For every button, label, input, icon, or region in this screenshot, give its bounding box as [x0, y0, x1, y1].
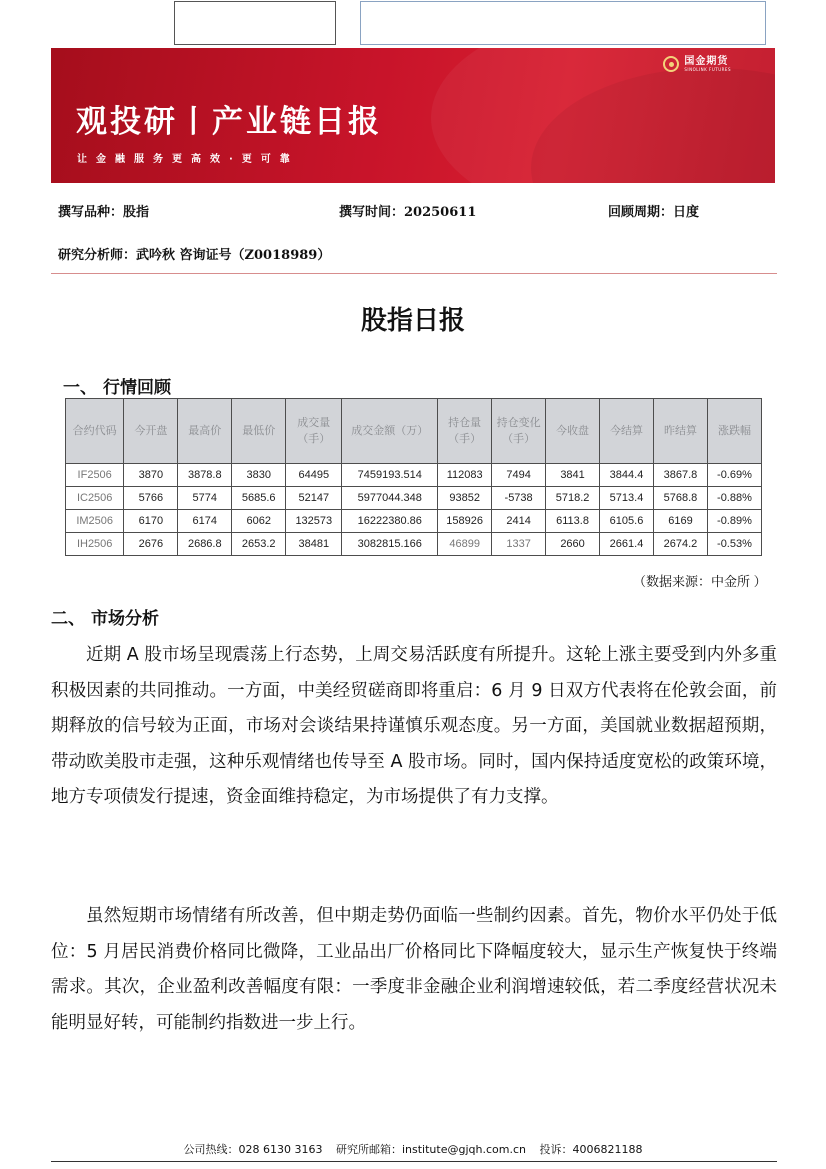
col-header: 今开盘	[124, 399, 178, 464]
company-logo	[663, 56, 731, 72]
col-header: 成交金额（万）	[342, 399, 438, 464]
banner-subtitle: 让金融服务更高效·更可靠	[77, 154, 299, 165]
cell: 6170	[124, 510, 178, 533]
col-header: 成交量（手）	[286, 399, 342, 464]
cell: 2660	[546, 533, 600, 556]
col-header: 持仓量（手）	[438, 399, 492, 464]
cell: -0.69%	[707, 464, 761, 487]
table-row	[66, 533, 762, 556]
header-box-left	[174, 1, 336, 45]
analysis-paragraph-2: 虽然短期市场情绪有所改善，但中期走势仍面临一些制约因素。首先，物价水平仍处于低位：5 月居民消费价格同比微降，工业品出厂价格同比下降幅度较大，显示生产恢复快于终端需求。其次，企业盈利改善幅度有限：一季度非金融企业利润增速较低，若二季度经营状况未能明显好转，可能制约指数进一步上行。	[51, 906, 777, 1033]
cell: -0.53%	[707, 533, 761, 556]
cell: 5713.4	[600, 487, 654, 510]
meta-analyst: 研究分析师：武吟秋 咨询证号（Z0018989）	[58, 248, 331, 263]
cell: 3082815.166	[342, 533, 438, 556]
cell: 5768.8	[653, 487, 707, 510]
col-header: 最高价	[178, 399, 232, 464]
cell: 3841	[546, 464, 600, 487]
cell: 64495	[286, 464, 342, 487]
col-header: 昨结算	[653, 399, 707, 464]
col-header: 今收盘	[546, 399, 600, 464]
cell: IM2506	[66, 510, 124, 533]
cell: 2676	[124, 533, 178, 556]
cell: 3844.4	[600, 464, 654, 487]
cell: 112083	[438, 464, 492, 487]
section-number: 二、	[51, 609, 85, 629]
cell: 6113.8	[546, 510, 600, 533]
cell: 52147	[286, 487, 342, 510]
quotes-table	[65, 398, 762, 556]
cell: IC2506	[66, 487, 124, 510]
cell: 16222380.86	[342, 510, 438, 533]
col-header: 合约代码	[66, 399, 124, 464]
header-divider	[51, 273, 777, 274]
footer-email: 研究所邮箱：institute@gjqh.com.cn	[335, 1143, 526, 1156]
cell: IH2506	[66, 533, 124, 556]
footer-complaint: 投诉：4006821188	[539, 1143, 643, 1156]
cell: 5774	[178, 487, 232, 510]
cell: 2414	[492, 510, 546, 533]
cell: IF2506	[66, 464, 124, 487]
cell: 5766	[124, 487, 178, 510]
col-header: 今结算	[600, 399, 654, 464]
cell: 3830	[232, 464, 286, 487]
cell: 93852	[438, 487, 492, 510]
table-header-row	[66, 399, 762, 464]
cell: 1337	[492, 533, 546, 556]
cell: 158926	[438, 510, 492, 533]
cell: 2674.2	[653, 533, 707, 556]
data-source-note: （数据来源：中金所 ）	[633, 574, 767, 589]
section-heading-analysis	[51, 604, 159, 629]
cell: 2661.4	[600, 533, 654, 556]
col-header: 持仓变化（手）	[492, 399, 546, 464]
cell: 132573	[286, 510, 342, 533]
table-row	[66, 487, 762, 510]
cell: 2686.8	[178, 533, 232, 556]
table-row	[66, 510, 762, 533]
cell: 38481	[286, 533, 342, 556]
page-footer	[0, 1141, 826, 1157]
section-title: 行情回顾	[103, 378, 171, 398]
section-heading-review	[63, 373, 171, 398]
cell: 46899	[438, 533, 492, 556]
col-header: 最低价	[232, 399, 286, 464]
document-title: 股指日报	[360, 306, 465, 336]
cell: -0.88%	[707, 487, 761, 510]
table-row	[66, 464, 762, 487]
banner-title: 观投研丨产业链日报	[76, 104, 382, 140]
section-number: 一、	[63, 378, 97, 398]
header-box-right	[360, 1, 766, 45]
meta-variety: 撰写品种：股指	[58, 205, 150, 220]
cell: 3878.8	[178, 464, 232, 487]
cell: 5977044.348	[342, 487, 438, 510]
cell: 6105.6	[600, 510, 654, 533]
cell: 6062	[232, 510, 286, 533]
cell: 3867.8	[653, 464, 707, 487]
cell: -5738	[492, 487, 546, 510]
analysis-paragraph-1: 近期 A 股市场呈现震荡上行态势，上周交易活跃度有所提升。这轮上涨主要受到内外多重积极因素的共同推动。一方面，中美经贸磋商即将重启：6 月 9 日双方代表将在伦敦会面，前期释放的信号较为正面，市场对会谈结果持谨慎乐观态度。另一方面，美国就业数据超预期，带动欧美股市走强，这种乐观情绪也传导至 A 股市场。同时，国内保持适度宽松的政策环境，地方专项债发行提速，资金面维持稳定，为市场提供了有力支撑。	[51, 645, 777, 807]
footer-divider	[51, 1161, 777, 1162]
cell: -0.89%	[707, 510, 761, 533]
cell: 6174	[178, 510, 232, 533]
cell: 7459193.514	[342, 464, 438, 487]
report-banner	[51, 48, 775, 183]
cell: 5685.6	[232, 487, 286, 510]
cell: 3870	[124, 464, 178, 487]
cell: 5718.2	[546, 487, 600, 510]
footer-hotline: 公司热线：028 6130 3163	[183, 1143, 323, 1156]
cell: 2653.2	[232, 533, 286, 556]
logo-text	[684, 57, 731, 72]
cell: 7494	[492, 464, 546, 487]
logo-name-en: SINOLINK FUTURES	[684, 66, 731, 72]
logo-name-cn: 国金期货	[684, 55, 729, 67]
logo-mark-icon	[663, 56, 679, 72]
meta-date: 撰写时间：20250611	[339, 205, 477, 220]
section-title: 市场分析	[91, 609, 159, 629]
meta-period: 回顾周期：日度	[608, 205, 700, 220]
cell: 6169	[653, 510, 707, 533]
col-header: 涨跌幅	[707, 399, 761, 464]
